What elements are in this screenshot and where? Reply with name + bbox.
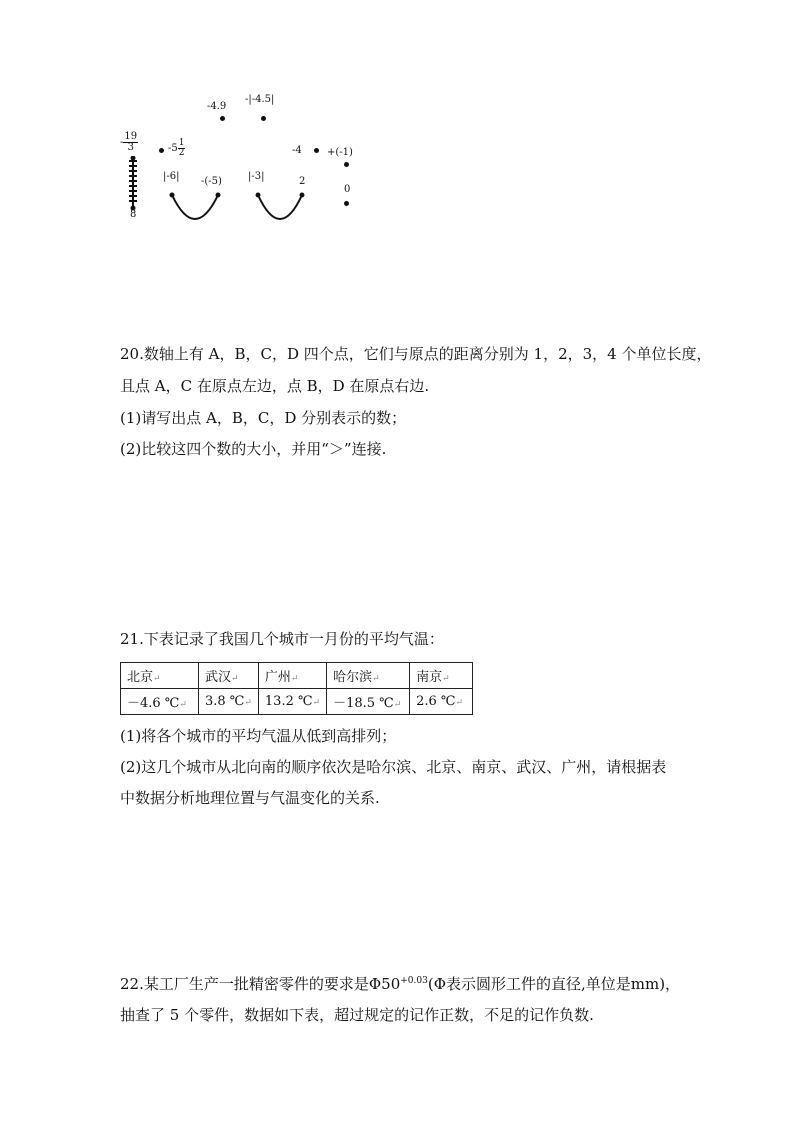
dot-neg-abs-4-5 xyxy=(261,116,266,121)
q20-line-1: 20.数轴上有 A，B，C，D 四个点，它们与原点的距离分别为 1，2，3，4 个单位长度， xyxy=(120,345,712,363)
label-abs-neg-3: |-3| xyxy=(248,171,265,182)
beaded-connector xyxy=(126,156,140,212)
cell-city: 武汉↵ xyxy=(199,663,259,689)
table-row-cities xyxy=(121,663,473,689)
label-two: 2 xyxy=(299,176,306,187)
q20-line-3: (1)请写出点 A，B，C，D 分别表示的数； xyxy=(120,409,407,427)
dot-zero xyxy=(344,201,349,206)
dot-neg-5-half xyxy=(159,148,164,153)
q21-line-3: 中数据分析地理位置与气温变化的关系. xyxy=(120,789,380,807)
cell-city: 哈尔滨↵ xyxy=(327,663,410,689)
cell-city: 广州↵ xyxy=(258,663,326,689)
cell-city: 南京↵ xyxy=(410,663,473,689)
cell-temp: －18.5 ℃↵ xyxy=(327,689,410,715)
q22-line-2: 抽查了 5 个零件，数据如下表，超过规定的记作正数，不足的记作负数. xyxy=(120,1006,594,1024)
label-neg-5-half: -5 $\frac{1}{2}$ xyxy=(168,138,185,158)
label-neg-neg-5: -(-5) xyxy=(201,176,222,187)
arc-connector-2 xyxy=(252,188,312,224)
label-neg-4-9: -4.9 xyxy=(207,101,227,112)
tolerance-superscript: +0.03 xyxy=(400,976,428,986)
temperature-table xyxy=(120,662,473,715)
label-neg-4: -4 xyxy=(292,145,302,156)
q20-line-2: 且点 A，C 在原点左边，点 B，D 在原点右边. xyxy=(120,377,430,395)
label-plus-neg-1: +(-1) xyxy=(327,147,353,158)
table-row-temperatures xyxy=(121,689,473,715)
label-neg-19-3: - $\frac{19}{3}$ xyxy=(120,131,138,153)
label-neg-abs-4-5: -|-4.5| xyxy=(245,94,275,105)
q21-intro: 21.下表记录了我国几个城市一月份的平均气温： xyxy=(120,630,444,648)
dot-neg-4-9 xyxy=(220,116,225,121)
q21-line-2: (2)这几个城市从北向南的顺序依次是哈尔滨、北京、南京、武汉、广州，请根据表 xyxy=(120,758,667,776)
q22-line-1: 22.某工厂生产一批精密零件的要求是$\Phi 50^{+0.03}(\Phi$表示圆形工件的直径,单位是mm)， xyxy=(120,975,681,993)
q20-line-4: (2)比较这四个数的大小，并用“＞”连接. xyxy=(120,440,387,458)
cell-temp: 3.8 ℃↵ xyxy=(199,689,259,715)
arc-connector-1 xyxy=(166,188,226,224)
q21-line-1: (1)将各个城市的平均气温从低到高排列； xyxy=(120,727,397,745)
cell-city: 北京↵ xyxy=(121,663,199,689)
dot-plus-neg-1 xyxy=(344,162,349,167)
cell-temp: 2.6 ℃↵ xyxy=(410,689,473,715)
cell-temp: 13.2 ℃↵ xyxy=(258,689,326,715)
label-zero: 0 xyxy=(344,184,351,195)
label-abs-neg-6: |-6| xyxy=(163,171,180,182)
dot-neg-4 xyxy=(314,148,319,153)
label-eight: 8 xyxy=(130,209,137,220)
cell-temp: －4.6 ℃↵ xyxy=(121,689,199,715)
